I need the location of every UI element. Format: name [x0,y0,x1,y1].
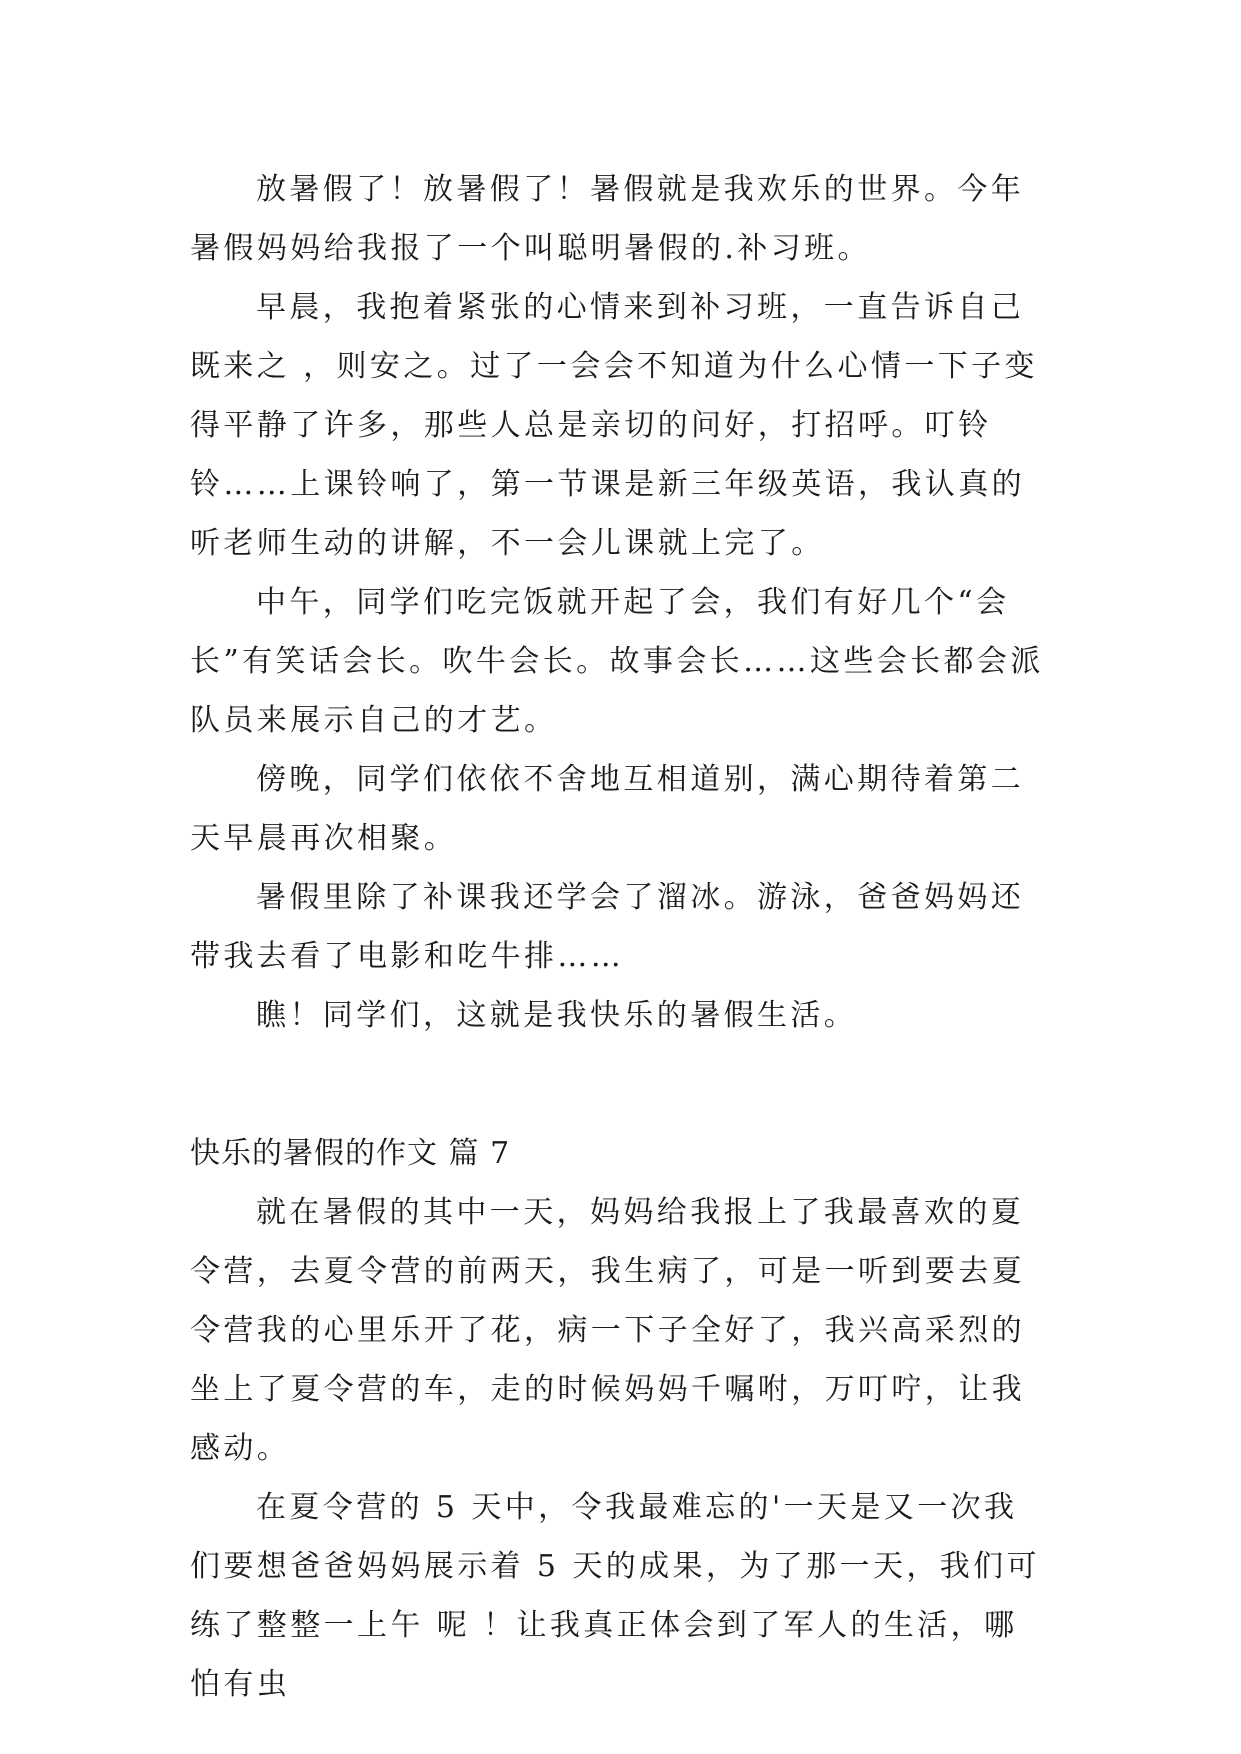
paragraph-4: 傍晚，同学们依依不舍地互相道别，满心期待着第二天早晨再次相聚。 [190,762,1025,856]
section-gap [190,1045,1050,1124]
paragraph-8: 在夏令营的 5 天中，令我最难忘的'一天是又一次我们要想爸爸妈妈展示着 5 天的成果，为了那一天，我们可练了整整一上午 呢 ！让我真正体会到了军人的生活，哪怕有虫 [190,1490,1040,1702]
paragraph-6: 瞧！同学们，这就是我快乐的暑假生活。 [256,998,858,1033]
paragraph-7: 就在暑假的其中一天，妈妈给我报上了我最喜欢的夏令营，去夏令营的前两天，我生病了，可是一听到要去夏令营我的心里乐开了花，病一下子全好了，我兴高采烈的坐上了夏令营的车，走的时候妈妈千嘱咐，万叮咛，让我感动。 [190,1195,1025,1466]
section-heading: 快乐的暑假的作文 篇 7 [190,1136,511,1171]
paragraph-5: 暑假里除了补课我还学会了溜冰。游泳，爸爸妈妈还带我去看了电影和吃牛排…… [190,880,1025,974]
paragraph-2: 早晨，我抱着紧张的心情来到补习班，一直告诉自己既来之 ，则安之。过了一会会不知道为什么心情一下子变得平静了许多，那些人总是亲切的问好，打招呼。叮铃铃……上课铃响了，第一节课是新三年级英语，我认真的听老师生动的讲解，不一会儿课就上完了。 [190,290,1038,561]
paragraph-3: 中午，同学们吃完饭就开起了会，我们有好几个“会长”有笑话会长。吹牛会长。故事会长……这些会长都会派队员来展示自己的才艺。 [190,585,1044,738]
document-body [190,160,1050,1714]
paragraph-1: 放暑假了！放暑假了！暑假就是我欢乐的世界。今年暑假妈妈给我报了一个叫聪明暑假的.补习班。 [190,172,1025,266]
